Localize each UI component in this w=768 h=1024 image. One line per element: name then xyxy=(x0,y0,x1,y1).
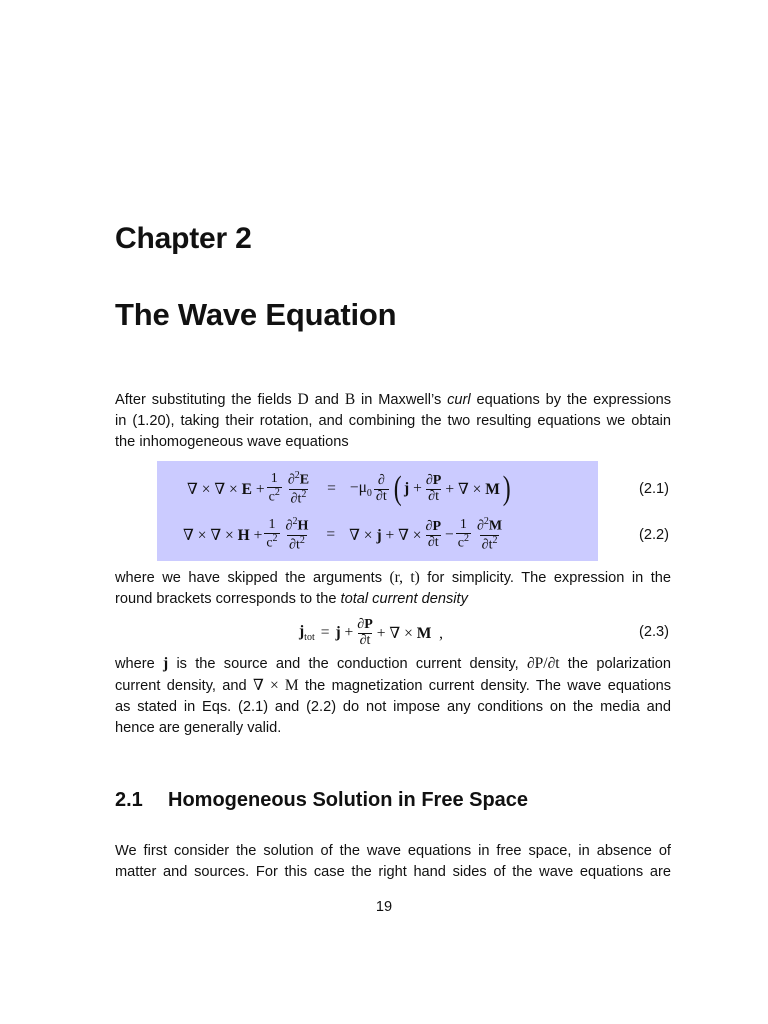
after-eq3-paragraph xyxy=(115,653,671,739)
chapter-label: Chapter 2 xyxy=(115,222,252,255)
intro-line-1: After substituting the fields D and B in Maxwell’s curl equations by the expressions xyxy=(115,391,671,408)
section-title: Homogeneous Solution in Free Space xyxy=(168,789,529,811)
section-number: 2.1 xyxy=(115,789,143,811)
after-eq3-line-2: current density, and ∇ × M the magnetization current density. The wave equations xyxy=(115,677,671,694)
equation-2-2: ∇ × ∇ × H + $\frac{1}{c^2}$ $\frac{\partial^2H}{\partial t^2}$ = ∇ × j + ∇ × $\frac{\partial P}{\partial t}$ − $\frac{1}{c^2}$ $\frac{\partial^2M}{\partial t^2}$ xyxy=(183,516,503,553)
page-number: 19 xyxy=(375,899,393,915)
intro-line-2: in (1.20), taking their rotation, and combining the two resulting equations we obtain xyxy=(115,413,671,429)
after-box-line-1: where we have skipped the arguments (r, t) for simplicity. The expression in the xyxy=(115,569,672,586)
section-heading xyxy=(115,789,528,812)
equation-2-2-number: (2.2) xyxy=(639,527,670,543)
after-eq3-line-4: hence are generally valid. xyxy=(115,720,282,736)
equation-2-1-number: (2.1) xyxy=(639,481,670,497)
after-box-paragraph xyxy=(115,567,671,610)
intro-paragraph xyxy=(115,389,671,453)
after-box-line-2: round brackets corresponds to the total current density xyxy=(115,591,468,607)
equation-2-3: $j_{tot}$ = j + $\frac{\partial P}{\partial t}$ + ∇ × M , xyxy=(299,616,443,648)
section-line-2: matter and sources. For this case the right hand sides of the wave equations are xyxy=(115,864,671,880)
section-line-1: We first consider the solution of the wave equations in free space, in absence of xyxy=(115,843,671,859)
equation-2-1: ∇ × ∇ × E + $\frac{1}{c^2}$ $\frac{\partial^2E}{\partial t^2}$ = $-\mu_0$ $\frac{\partial}{\partial t}$ ( j + $\frac{\partial P}{\partial t}$ + ∇ × M ) xyxy=(187,470,511,507)
equation-2-3-number: (2.3) xyxy=(639,624,670,640)
intro-line-3: the inhomogeneous wave equations xyxy=(115,434,349,450)
chapter-title: The Wave Equation xyxy=(115,297,397,332)
section-paragraph xyxy=(115,841,671,883)
after-eq3-line-3: as stated in Eqs. (2.1) and (2.2) do not impose any conditions on the media and xyxy=(115,699,671,715)
after-eq3-line-1: where j is the source and the conduction current density, ∂P/∂t the polarization xyxy=(115,655,671,672)
